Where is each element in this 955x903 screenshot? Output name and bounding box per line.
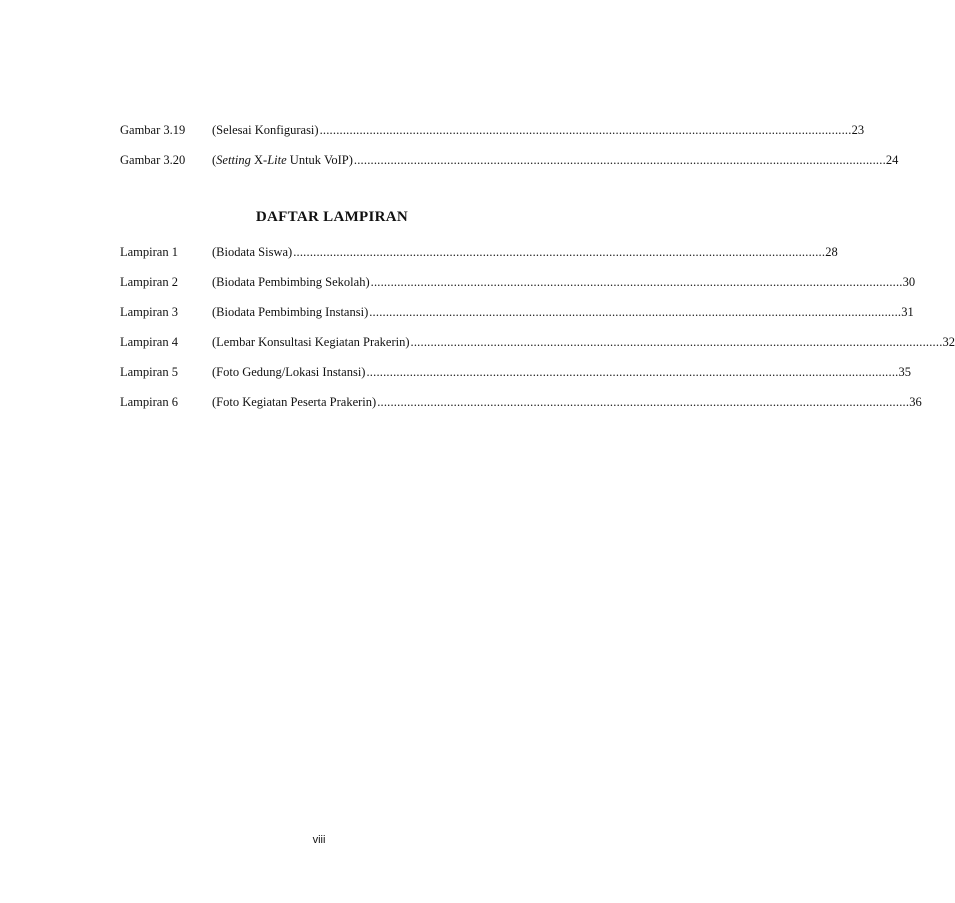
appendix-title: (Biodata Pembimbing Sekolah) (212, 275, 370, 289)
appendix-page-number: 32 (942, 335, 955, 349)
appendix-entry-2 (120, 274, 916, 290)
appendix-page-number: 36 (909, 395, 922, 409)
appendix-entry-4 (120, 334, 955, 350)
appendix-label: Lampiran 6 (120, 395, 178, 409)
figure-title (212, 122, 320, 138)
dot-leader: ................................................................................................................................................................ (353, 153, 886, 167)
figure-entry-3-20 (120, 152, 899, 168)
appendix-page-number: 31 (901, 305, 914, 319)
appendix-leader-line (212, 274, 916, 290)
figure-title (212, 152, 354, 168)
dot-leader: ................................................................................................................................................................ (410, 335, 943, 349)
dot-leader: ................................................................................................................................................................ (319, 123, 852, 137)
figure-title-part: Untuk VoIP) (286, 153, 353, 167)
figure-title-part: (Selesai Konfigurasi) (212, 123, 319, 137)
figure-title-part: ( (212, 153, 217, 167)
appendix-label: Lampiran 3 (120, 305, 178, 319)
appendix-title: (Biodata Pembimbing Instansi) (212, 305, 369, 319)
appendix-page-number: 28 (825, 245, 838, 259)
appendix-leader-line (212, 334, 955, 350)
figure-leader-line (212, 152, 899, 168)
figure-page-number: 24 (885, 153, 899, 167)
figure-entry-3-19 (120, 122, 865, 138)
appendix-leader-line (212, 244, 838, 260)
figure-leader-line (212, 122, 865, 138)
figure-title-part: X- (250, 153, 268, 167)
appendix-title: (Lembar Konsultasi Kegiatan Prakerin) (212, 335, 410, 349)
appendix-label: Lampiran 4 (120, 335, 178, 349)
appendix-entry-3 (120, 304, 914, 320)
figure-page-number: 23 (851, 123, 865, 137)
dot-leader: ................................................................................................................................................................ (369, 305, 902, 319)
appendix-entry-1 (120, 244, 838, 260)
figure-title-part-italic: Setting (216, 153, 251, 167)
appendix-leader-line (212, 394, 922, 410)
appendix-title: (Foto Gedung/Lokasi Instansi) (212, 365, 366, 379)
figure-title-part-italic: Lite (267, 153, 287, 167)
appendix-entry-5 (120, 364, 911, 380)
appendix-entry-6 (120, 394, 922, 410)
dot-leader: ................................................................................................................................................................ (366, 365, 899, 379)
appendix-label: Lampiran 5 (120, 365, 178, 379)
figure-label: Gambar 3.19 (120, 123, 186, 137)
appendix-title: (Biodata Siswa) (212, 245, 293, 259)
appendix-label: Lampiran 1 (120, 245, 178, 259)
appendix-label: Lampiran 2 (120, 275, 178, 289)
appendix-page-number: 35 (898, 365, 911, 379)
appendix-page-number: 30 (902, 275, 916, 289)
appendix-title: (Foto Kegiatan Peserta Prakerin) (212, 395, 377, 409)
dot-leader: ................................................................................................................................................................ (370, 275, 903, 289)
dot-leader: ................................................................................................................................................................ (377, 395, 910, 409)
section-heading-daftar-lampiran: DAFTAR LAMPIRAN (255, 209, 409, 225)
dot-leader: ................................................................................................................................................................ (293, 245, 826, 259)
figure-label: Gambar 3.20 (120, 153, 186, 167)
appendix-leader-line (212, 304, 914, 320)
appendix-leader-line (212, 364, 911, 380)
page-number: viii (312, 834, 326, 846)
